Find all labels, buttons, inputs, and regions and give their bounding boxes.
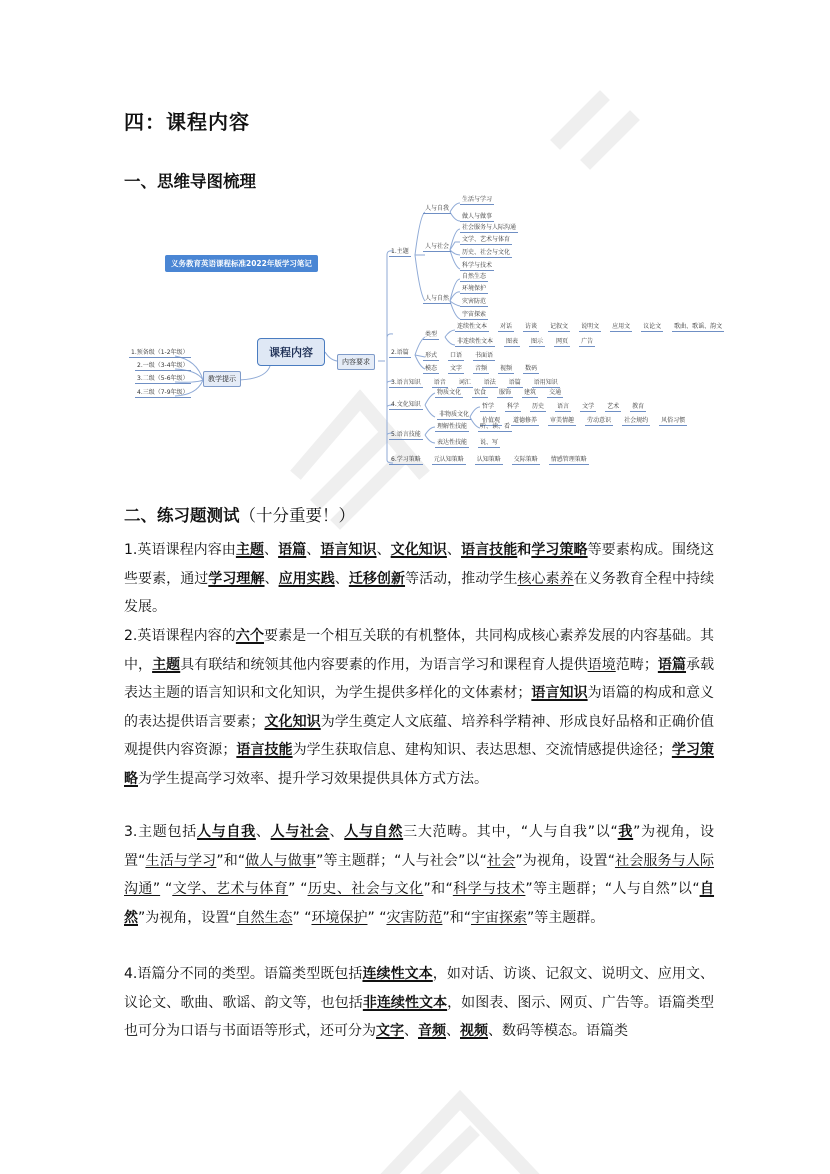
mm-leaf: 科学: [507, 403, 520, 410]
mind-map: [125, 195, 750, 475]
mm-content-requirements: 内容要求: [337, 354, 375, 370]
paragraph-2: [124, 622, 714, 793]
mm-row: [435, 389, 563, 398]
exercise-heading-text: 二、练习题测试: [124, 506, 240, 525]
underlined-term: 历史、社会与文化: [307, 881, 424, 897]
text: 等活动，推动学生: [405, 570, 518, 587]
mm-node: 非连续性文本: [457, 338, 494, 345]
mm-leaf: 历史、社会与文化: [462, 249, 511, 256]
mm-left-item: 3.二级（5-6年级）: [137, 375, 189, 382]
mm-node: 人与社会: [425, 243, 450, 250]
mm-leaf: 灾害防范: [462, 298, 487, 305]
key-term: 六个: [235, 628, 265, 644]
text: ”等主题群；“人与社会”以“: [316, 852, 487, 869]
mm-leaf: 自然生态: [462, 273, 487, 280]
mm-leaf: 哲学: [482, 403, 495, 410]
mm-leaf: 对话: [500, 323, 513, 330]
mm-leaf: 道德修养: [513, 417, 538, 424]
text: ”和“: [423, 881, 453, 897]
mm-left-item: 2.一级（3-4年级）: [137, 362, 189, 369]
mm-leaf: 文学: [582, 403, 595, 410]
underlined-term: 自然生态: [236, 909, 293, 926]
text: 1.英语课程内容由: [124, 542, 236, 558]
mm-leaf: 交际策略: [513, 456, 538, 463]
mm-leaf: 生活与学习: [462, 196, 493, 203]
mm-node-discourse: 2.语篇: [391, 349, 409, 356]
text: 、: [329, 824, 345, 840]
underlined-term: 做人与做事: [245, 852, 317, 869]
key-term: 学习策略: [531, 542, 588, 558]
mm-row: [455, 338, 595, 347]
mm-leaf: 音频: [475, 365, 488, 372]
mm-leaf: 书面语: [475, 352, 494, 359]
mm-leaf: 交通: [549, 389, 562, 396]
text: ”为视角，设置“: [124, 824, 715, 869]
paragraph-3: [124, 818, 714, 932]
mm-leaf: 艺术: [607, 403, 620, 410]
text: ”和“: [216, 852, 246, 869]
text: ”和“: [442, 909, 471, 926]
paragraph-4: [124, 960, 714, 1046]
key-term: 语篇: [278, 542, 307, 558]
key-term: 非连续性文本: [362, 994, 448, 1011]
underlined-term: 科学与技术: [452, 881, 526, 897]
key-term: 语言知识: [531, 685, 588, 701]
mm-leaf: 饮食: [474, 389, 487, 396]
section-title: 四：课程内容: [124, 110, 250, 134]
mm-leaf: 数码: [525, 365, 538, 372]
underlined-term: 生活与学习: [145, 852, 217, 869]
mm-node-theme: 1.主题: [391, 248, 409, 255]
mm-leaf: 服饰: [499, 389, 512, 396]
paragraph-1: [124, 536, 714, 622]
key-term: 人与自我: [196, 824, 256, 840]
text: 具有联结和统领其他内容要素的作用，为语言学习和课程育人提供: [180, 656, 588, 673]
key-term: 语篇: [657, 656, 687, 673]
mm-leaf: 历史: [532, 403, 545, 410]
mm-row: [435, 423, 512, 432]
text: 要素是一个相互关联的有机整体，共同构成核心素养发展的内容基础。其中，: [124, 628, 715, 673]
mm-leaf: 元认知策略: [433, 456, 464, 463]
text: 、: [334, 570, 349, 587]
text: 、数码等模态。语篇类: [488, 1023, 628, 1039]
mm-row: [423, 352, 495, 361]
mm-leaf: 情感管理策略: [550, 456, 587, 463]
text: 、: [446, 1023, 460, 1039]
mm-node: 物质文化: [437, 389, 462, 396]
underlined-term: 语境: [587, 656, 616, 673]
text: 在义务教育全程中持续发展。: [124, 570, 715, 615]
mm-leaf: 广告: [581, 338, 594, 345]
mm-row: [389, 456, 589, 465]
key-term: 连续性文本: [362, 966, 433, 982]
mm-row: [455, 323, 724, 332]
text: ” “: [288, 881, 308, 897]
key-term: 语言知识: [320, 542, 377, 558]
mm-row: [423, 365, 539, 374]
mm-leaf: 劳动意识: [587, 417, 612, 424]
underlined-term: 社会服务与人际沟通”: [124, 852, 715, 897]
key-term: 音频: [418, 1023, 446, 1039]
exercise-heading: [124, 502, 355, 526]
text: 、: [376, 542, 391, 558]
mm-leaf: 科学与技术: [462, 262, 493, 269]
mm-node-language-knowledge: 3.语言知识: [391, 379, 421, 386]
mm-leaf: 语用知识: [533, 379, 558, 386]
key-term: 主题: [235, 542, 265, 558]
mm-leaf: 歌曲、歌谣、韵文: [674, 323, 723, 330]
mm-leaf: 价值观: [482, 417, 501, 424]
text: ”等主题群。: [526, 909, 605, 926]
text: ，如对话、访谈、记叙文、说明文、应用文、议论文、歌曲、歌谣、韵文等，也包括: [124, 966, 715, 1011]
mindmap-title: 义务教育英语课程标准2022年版学习笔记: [165, 255, 318, 272]
mm-row: [389, 379, 560, 388]
mm-leaf: 访谈: [525, 323, 538, 330]
mm-leaf: 网页: [556, 338, 569, 345]
text: 、: [306, 542, 321, 558]
mm-leaf: 教育: [632, 403, 645, 410]
bold-text: 和: [517, 542, 532, 558]
underlined-term: 灾害防范: [386, 909, 443, 926]
key-term: 学习理解: [208, 570, 265, 587]
text: ”为视角，设置“: [515, 852, 615, 869]
key-term: 语言技能: [236, 742, 293, 758]
key-term: 文字: [376, 1023, 404, 1039]
mm-leaf: 议论文: [643, 323, 662, 330]
key-term: 文化知识: [264, 713, 321, 730]
text: 3.主题包括: [124, 824, 197, 840]
underlined-term: 社会: [486, 852, 516, 869]
mm-left-item: 1.预备级（1-2年级）: [131, 349, 189, 356]
text: 、: [446, 542, 461, 558]
mm-node-culture: 4.文化知识: [391, 401, 421, 408]
mm-leaf: 风俗习惯: [661, 417, 686, 424]
mm-leaf: 视频: [500, 365, 513, 372]
mm-leaf: 应用文: [612, 323, 631, 330]
mm-center-node: 课程内容: [257, 338, 325, 366]
text: 范畴；: [615, 656, 658, 673]
key-term: 应用实践: [278, 570, 335, 587]
text: ” “: [292, 909, 312, 926]
mm-leaf: 语音: [433, 379, 446, 386]
mm-leaf: 说明文: [581, 323, 600, 330]
mm-node-skills: 5.语言技能: [391, 431, 421, 438]
key-term: 视频: [460, 1023, 488, 1039]
mm-leaf: 听、读、看: [480, 423, 511, 430]
mm-node: 人与自我: [425, 205, 450, 212]
mm-leaf: 语言: [557, 403, 570, 410]
mm-teaching-tips: 教学提示: [203, 371, 241, 387]
mm-node: 理解性技能: [437, 423, 468, 430]
key-term: 迁移创新: [348, 570, 406, 587]
key-term: 人与社会: [270, 824, 330, 840]
text: 为学生奠定人文底蕴、培养科学精神、形成良好品格和正确价值观提供内容资源；: [124, 713, 715, 758]
text: 为学生提高学习效率、提升学习效果提供具体方式方法。: [138, 770, 488, 787]
underlined-term: 核心素养: [517, 570, 574, 587]
mm-leaf: 环境保护: [462, 285, 487, 292]
mm-leaf: 文学、艺术与体育: [462, 236, 511, 243]
mm-node: 类型: [425, 331, 438, 338]
mindmap-heading: 一、思维导图梳理: [124, 172, 256, 191]
text: 、: [255, 824, 271, 840]
key-term: 文化知识: [390, 542, 447, 558]
mm-leaf: 文字: [450, 365, 463, 372]
text: 承载表达主题的语言知识和文化知识，为学生提供多样化的文体素材；: [124, 656, 715, 701]
mm-leaf: 图示: [531, 338, 544, 345]
text: ，如图表、图示、网页、广告等。语篇类型也可分为口语与书面语等形式，还可分为: [124, 994, 715, 1039]
mm-node: 形式: [425, 352, 438, 359]
underlined-term: 宇宙探索: [470, 909, 527, 926]
mm-node: 连续性文本: [457, 323, 488, 330]
key-term: 主题: [152, 656, 181, 673]
text: ”等主题群；“人与自然”以“: [525, 881, 700, 897]
mm-leaf: 社会规约: [624, 417, 649, 424]
text: 为语篇的构成和意义的表达提供语言要素；: [124, 685, 715, 730]
mm-leaf: 语法: [483, 379, 496, 386]
text: 为学生获取信息、建构知识、表达思想、交流情感提供途径；: [292, 742, 672, 758]
mm-leaf: 做人与做事: [462, 213, 493, 220]
text: ” “: [367, 909, 387, 926]
mm-leaf: 说、写: [480, 439, 499, 446]
text: 、: [264, 542, 279, 558]
key-term: 学习策略: [124, 742, 715, 787]
mm-row: [480, 403, 646, 412]
text: 、: [264, 570, 279, 587]
text: “: [160, 881, 173, 897]
text: 4.语篇分不同的类型。语篇类型既包括: [124, 966, 363, 982]
mm-leaf: 审美情趣: [550, 417, 575, 424]
mm-row: [435, 439, 500, 448]
mm-leaf: 语篇: [508, 379, 521, 386]
mm-leaf: 图表: [506, 338, 519, 345]
underlined-term: 环境保护: [311, 909, 368, 926]
mm-node: 非物质文化: [439, 411, 470, 418]
mm-leaf: 词汇: [458, 379, 471, 386]
mm-leaf: 口语: [450, 352, 463, 359]
underlined-term: 文学、艺术与体育: [172, 881, 289, 897]
mm-leaf: 社会服务与人际沟通: [462, 224, 517, 231]
mm-leaf: 认知策略: [476, 456, 501, 463]
key-term: 我: [617, 824, 634, 840]
mm-leaf: 建筑: [524, 389, 537, 396]
exercise-heading-note: （十分重要！）: [239, 506, 355, 525]
text: 等要素构成。围绕这些要素，通过: [124, 542, 715, 587]
text: 三大范畴。其中，“人与自我”以“: [403, 824, 618, 840]
mm-node: 表达性技能: [437, 439, 468, 446]
text: ”为视角，设置“: [138, 909, 237, 926]
mm-node: 模态: [425, 365, 438, 372]
key-term: 语言技能: [461, 542, 518, 558]
text: 、: [404, 1023, 418, 1039]
text: 2.英语课程内容的: [124, 628, 236, 644]
mm-left-item: 4.三级（7-9年级）: [137, 389, 189, 396]
mm-leaf: 记叙文: [550, 323, 569, 330]
key-term: 自然: [124, 881, 715, 926]
mm-node-strategies: 6.学习策略: [391, 456, 421, 463]
mm-leaf: 宇宙探索: [462, 311, 487, 318]
key-term: 人与自然: [344, 824, 404, 840]
mm-node: 人与自然: [425, 295, 450, 302]
